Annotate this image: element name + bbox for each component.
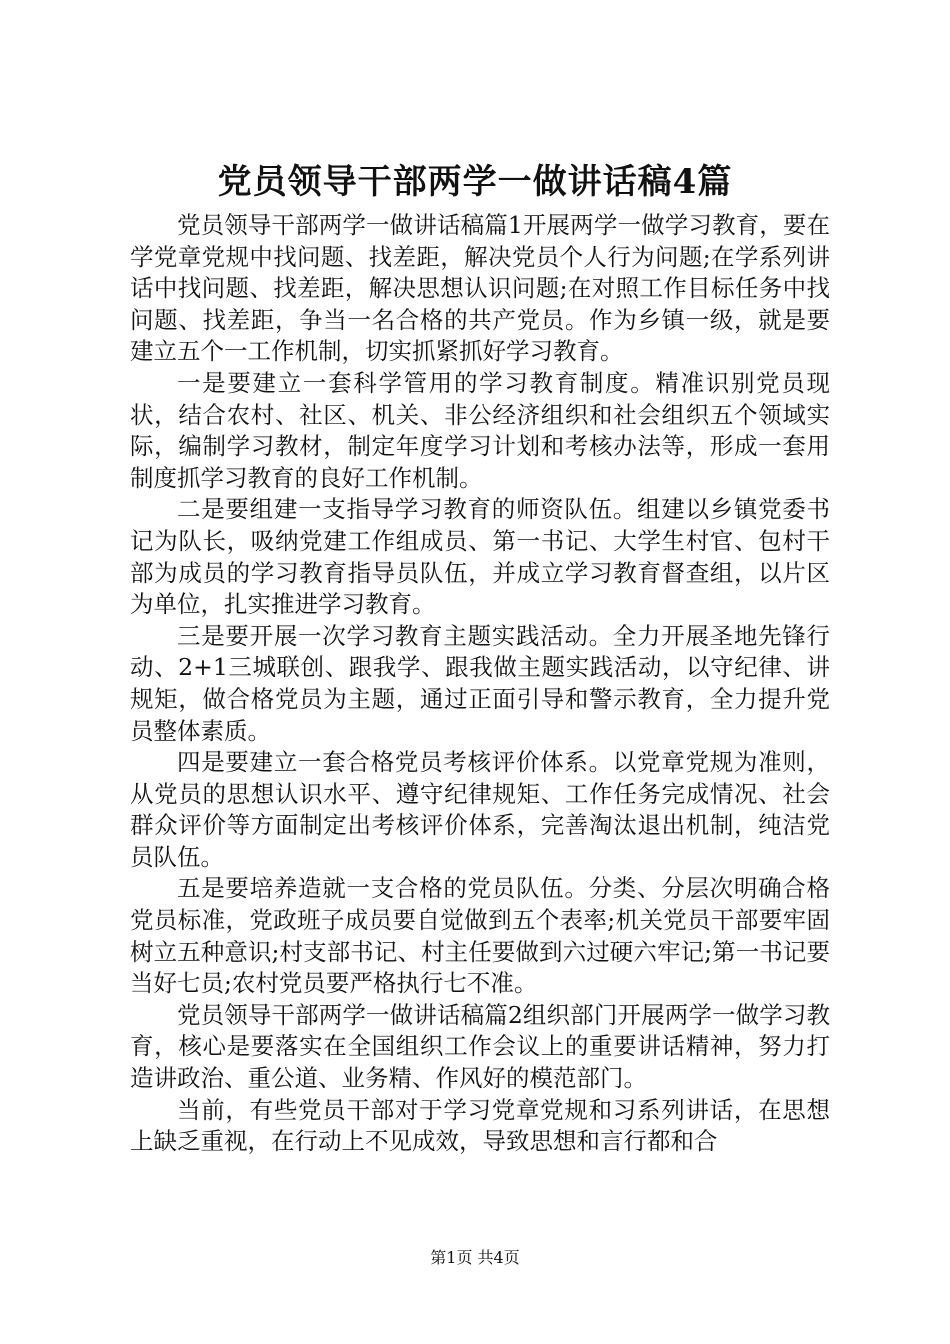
paragraph: 二是要组建一支指导学习教育的师资队伍。组建以乡镇党委书记为队长，吸纳党建工作组成员、第一书记、大学生村官、包村干部为成员的学习教育指导员队伍，并成立学习教育督查组，以片区为单位，扎实推进学习教育。 bbox=[130, 495, 830, 619]
paragraph: 党员领导干部两学一做讲话稿篇1开展两学一做学习教育，要在学党章党规中找问题、找差距，解决党员个人行为问题;在学系列讲话中找问题、找差距，解决思想认识问题;在对照工作目标任务中找问题、找差距，争当一名合格的共产党员。作为乡镇一级，就是要建立五个一工作机制，切实抓紧抓好学习教育。 bbox=[130, 211, 830, 366]
paragraph: 五是要培养造就一支合格的党员队伍。分类、分层次明确合格党员标准，党政班子成员要自觉做到五个表率;机关党员干部要牢固树立五种意识;村支部书记、村主任要做到六过硬六牢记;第一书记要当好七员;农村党员要严格执行七不准。 bbox=[130, 874, 830, 998]
document-title: 党员领导干部两学一做讲话稿4篇 bbox=[217, 162, 733, 202]
paragraph: 一是要建立一套科学管用的学习教育制度。精准识别党员现状，结合农村、社区、机关、非公经济组织和社会组织五个领域实际，编制学习教材，制定年度学习计划和考核办法等，形成一套用制度抓学习教育的良好工作机制。 bbox=[130, 368, 830, 492]
paragraph: 四是要建立一套合格党员考核评价体系。以党章党规为准则，从党员的思想认识水平、遵守纪律规矩、工作任务完成情况、社会群众评价等方面制定出考核评价体系，完善淘汰退出机制，纯洁党员队伍。 bbox=[130, 748, 830, 871]
page-number-footer: 第1页 共4页 bbox=[430, 1248, 520, 1267]
paragraph: 当前，有些党员干部对于学习党章党规和习系列讲话，在思想上缺乏重视，在行动上不见成效，导致思想和言行都和合 bbox=[130, 1095, 830, 1156]
document-body bbox=[130, 210, 830, 1158]
paragraph: 党员领导干部两学一做讲话稿篇2组织部门开展两学一做学习教育，核心是要落实在全国组织工作会议上的重要讲话精神，努力打造讲政治、重公道、业务精、作风好的模范部门。 bbox=[130, 1000, 830, 1093]
paragraph: 三是要开展一次学习教育主题实践活动。全力开展圣地先锋行动、2+1三城联创、跟我学、跟我做主题实践活动，以守纪律、讲规矩，做合格党员为主题，通过正面引导和警示教育，全力提升党员整体素质。 bbox=[130, 621, 830, 745]
